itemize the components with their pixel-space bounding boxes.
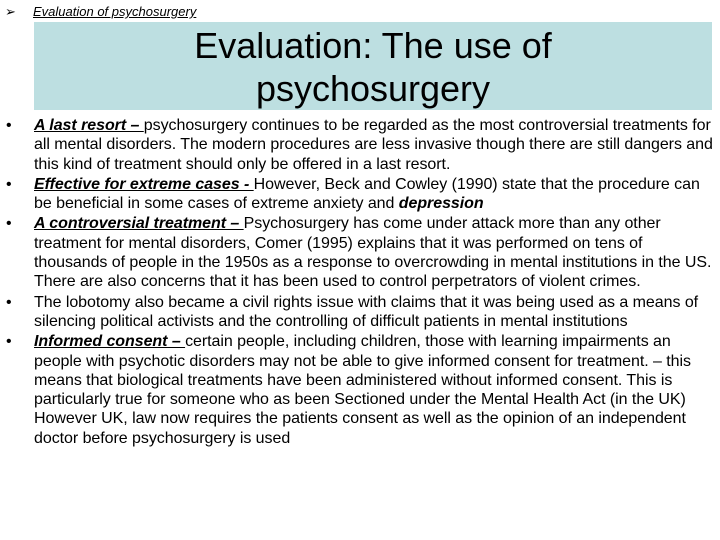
point-emphasis: depression [398, 195, 484, 213]
header-subtitle-link[interactable] [5, 4, 196, 20]
list-item [0, 175, 716, 214]
point-text: However, Beck and Cowley (1990) state that the procedure can be beneficial in some cases of extreme anxiety and [34, 175, 700, 213]
point-lead: Informed consent – [34, 333, 186, 351]
bullet-icon: • [6, 175, 12, 193]
bullet-icon: • [6, 117, 12, 134]
bullet-list [0, 116, 716, 449]
bullet-icon: • [6, 333, 12, 351]
list-item [0, 116, 716, 174]
arrow-bullet-icon: ➢ [5, 4, 16, 19]
list-item [0, 214, 716, 291]
list-item [0, 332, 716, 448]
point-text: Psychosurgery has come under attack more than any other treatment for mental disorders, Comer (1995) explains that it was performed on tens of thousands of people in the 1950s as a response to overcrowding in mental institutions in the US. There are also concerns that it has been used to control perpetrators of violent crimes. [34, 215, 712, 291]
point-text: certain people, including children, those with learning impairments an people with psychotic disorders may not be able to give informed consent for treatment. – this means that biological treatments have been administered without informed consent. This is particularly true for someone who as been Sectioned under the Mental Health Act (in the UK) However UK, law now requires the patients consent as well as the opinion of an independent doctor before psychosurgery is used [34, 333, 691, 447]
point-text: psychosurgery continues to be regarded as the most controversial treatments for all mental disorders. The modern procedures are less invasive though there are still dangers and this kind of treatment should only be offered in a last resort. [34, 117, 713, 173]
point-lead: Effective for extreme cases - [34, 175, 254, 193]
bullet-icon: • [6, 293, 12, 311]
title-line-1: Evaluation: The use of [194, 25, 552, 66]
point-text: The lobotomy also became a civil rights issue with claims that it was being used as a means of silencing political activists and the controlling of difficult patients in mental institutions [34, 293, 699, 330]
point-lead: A controversial treatment – [34, 215, 244, 233]
point-lead: A last resort – [34, 117, 144, 134]
list-item [0, 293, 716, 332]
bullet-icon: • [6, 215, 12, 233]
header-subtitle: Evaluation of psychosurgery [33, 4, 197, 19]
page-title [34, 24, 712, 110]
title-line-2: psychosurgery [255, 68, 491, 109]
